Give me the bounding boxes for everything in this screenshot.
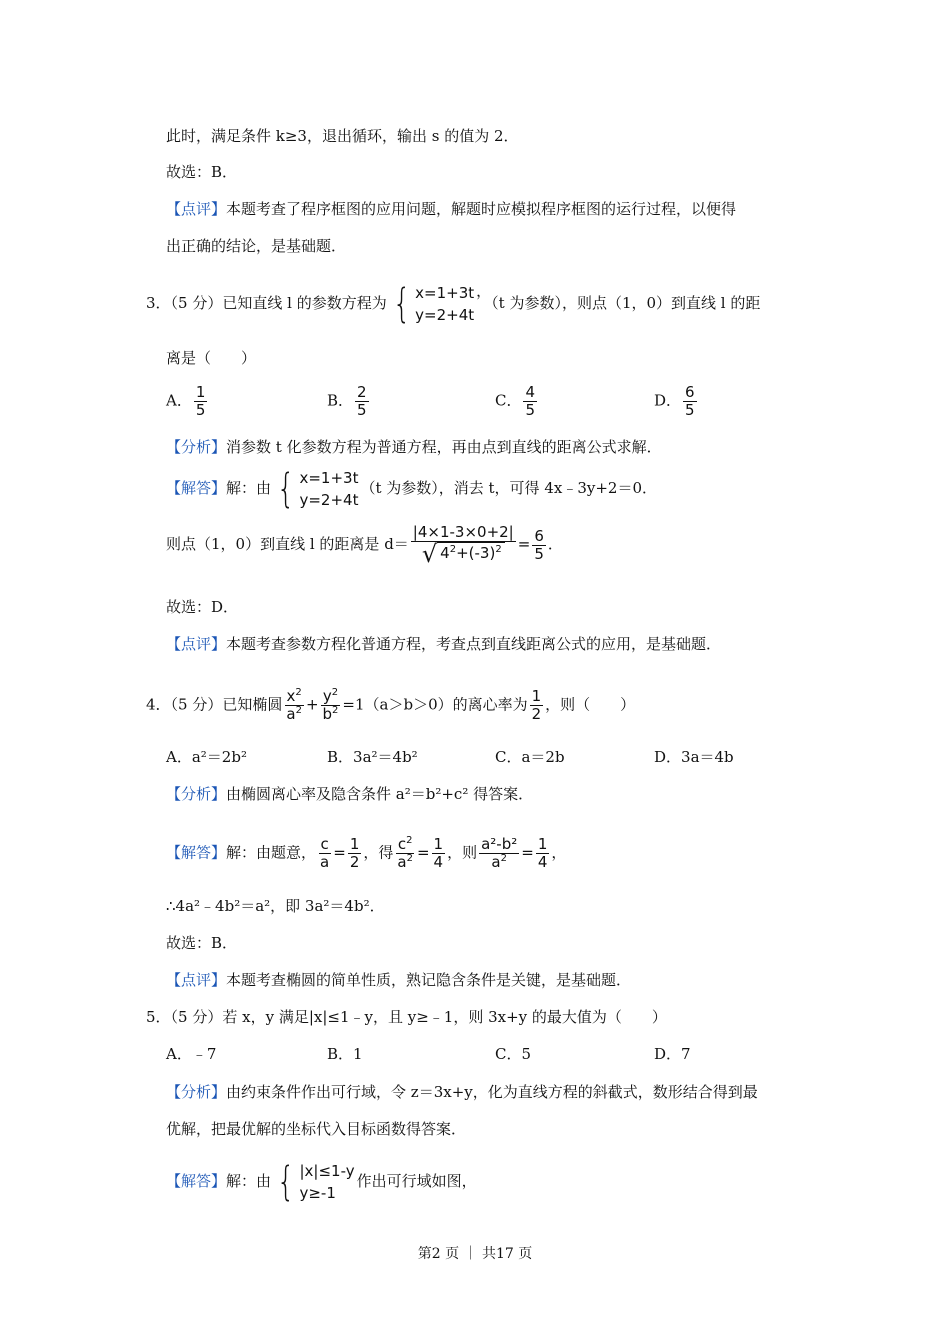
solution-tag: 【解答】: [166, 843, 227, 862]
distance-fraction: |4×1-3×0+2| √ $4^2+(-3)^2$: [412, 523, 514, 568]
solution-tag: 【解答】: [166, 479, 227, 497]
option-d[interactable]: D． $\frac{6}{5}$: [654, 383, 695, 419]
option-b[interactable]: B．1: [327, 1045, 363, 1063]
analysis-line: 【分析】由椭圆离心率及隐含条件 a²＝b²+c² 得答案．: [166, 785, 534, 803]
constraint-system: { |x|≤1-y y≥-1: [276, 1159, 355, 1205]
option-a[interactable]: A． $\frac{1}{5}$: [166, 383, 206, 419]
option-c[interactable]: C．5: [495, 1045, 532, 1063]
analysis-tag: 【分析】: [166, 785, 227, 803]
solution-line: 【解答】解：由 { |x|≤1-y y≥-1 作出可行域如图，: [166, 1159, 477, 1205]
analysis-line: 【分析】消参数 t 化参数方程为普通方程，再由点到直线的距离公式求解．: [166, 438, 662, 456]
comment-tag: 【点评】: [166, 635, 227, 653]
option-a[interactable]: A．﹣7: [166, 1045, 217, 1063]
analysis-tag: 【分析】: [166, 1083, 227, 1101]
text-line: ∴4a²﹣4b²＝a²，即 3a²＝4b²．: [166, 897, 385, 915]
text-line: 故选：B．: [166, 163, 238, 181]
comment-line: 【点评】本题考查椭圆的简单性质，熟记隐含条件是关键，是基础题．: [166, 971, 632, 989]
option-b[interactable]: B．3a²＝4b²: [327, 748, 418, 766]
text-line: 故选：D．: [166, 598, 239, 616]
question-5-stem: 5．（5 分）若 x，y 满足|x|≤1﹣y，且 y≥﹣1，则 3x+y 的最大值为（ ）: [146, 1008, 667, 1026]
solution-tag: 【解答】: [166, 1172, 227, 1190]
text-line: 故选：B．: [166, 934, 238, 952]
comment-tag: 【点评】: [166, 200, 227, 218]
parametric-system: { x=1+3t y=2+4t: [392, 281, 475, 327]
comment-tag: 【点评】: [166, 971, 227, 989]
option-b[interactable]: B． $\frac{2}{5}$: [327, 383, 367, 419]
option-a[interactable]: A．a²＝2b²: [166, 748, 247, 766]
question-3-stem-cont: 离是（ ）: [166, 349, 257, 367]
option-d[interactable]: D．3a＝4b: [654, 748, 734, 766]
analysis-line: 【分析】由约束条件作出可行域，令 z＝3x+y，化为直线方程的斜截式，数形结合得到最: [166, 1083, 758, 1101]
option-c[interactable]: C．a＝2b: [495, 748, 565, 766]
comment-line: 【点评】本题考查参数方程化普通方程，考查点到直线距离公式的应用，是基础题．: [166, 635, 722, 653]
text-line: 此时，满足条件 k≥3，退出循环，输出 s 的值为 2．: [166, 127, 519, 145]
option-c[interactable]: C． $\frac{4}{5}$: [495, 383, 536, 419]
distance-line: 则点（1，0）到直线 l 的距离是 d＝ |4×1-3×0+2| √ $4^2+(-3)^2$ = $\frac{6}{5}$ ．: [166, 523, 563, 568]
option-d[interactable]: D．7: [654, 1045, 691, 1063]
solution-line: 【解答】解：由题意， $\frac{c}{a}$ = $\frac{1}{2}$ ，得 $\frac{c^2}{a^2}$ = $\frac{1}{4}$ ，则 $\frac{\text{a²-b²}}{a^2}$ = $\frac{1}{4}$ ，: [166, 835, 567, 871]
parametric-system: { x=1+3t y=2+4t: [276, 466, 359, 512]
comment-line: 【点评】本题考查了程序框图的应用问题，解题时应模拟程序框图的运行过程，以便得: [166, 200, 737, 218]
solution-line: 【解答】解：由 { x=1+3t y=2+4t （t 为参数），消去 t，可得 4x﹣3y+2＝0．: [166, 466, 658, 512]
text-line: 优解，把最优解的坐标代入目标函数得答案．: [166, 1120, 467, 1138]
question-4-stem: 4．（5 分）已知椭圆 $\frac{x^2}{a^2}$ + $\frac{y^2}{b^2}$ =1（a＞b＞0）的离心率为 $\frac{1}{2}$ ，则（ ）: [146, 687, 636, 723]
analysis-tag: 【分析】: [166, 438, 227, 456]
page-footer: 第2 页 ｜ 共17 页: [417, 1246, 533, 1262]
text-line: 出正确的结论，是基础题．: [166, 237, 347, 255]
question-3-stem: 3．（5 分）已知直线 l 的参数方程为 { x=1+3t y=2+4t ，（t 为参数），则点（1，0）到直线 l 的距: [146, 281, 761, 327]
